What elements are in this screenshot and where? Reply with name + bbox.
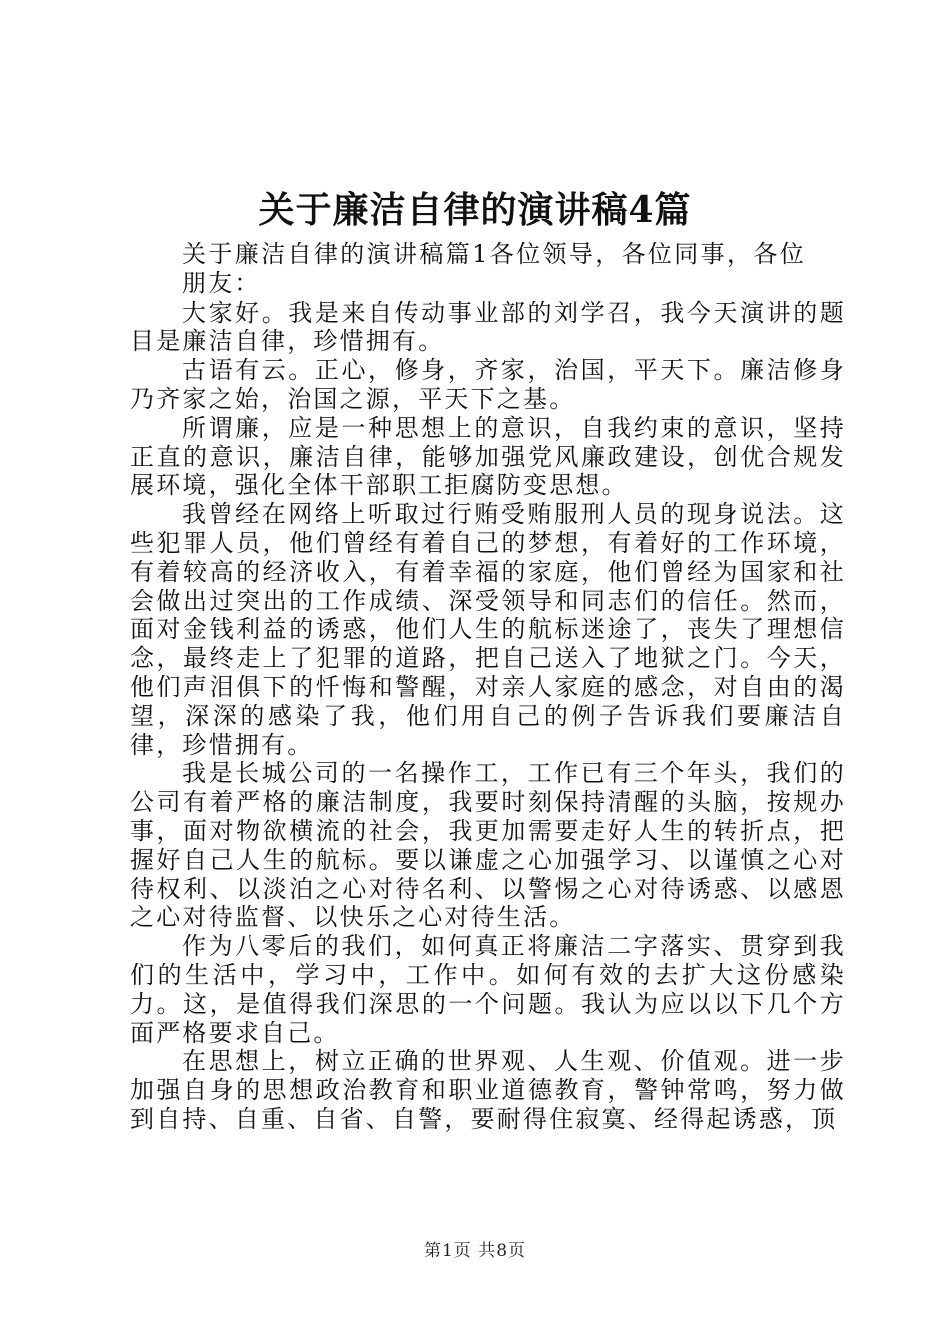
paragraph-1: 关于廉洁自律的演讲稿篇1各位领导，各位同事，各位朋友： — [182, 240, 806, 297]
paragraph-6: 我是长城公司的一名操作工，工作已有三个年头，我们的公司有着严格的廉洁制度，我要时刻保持清醒的头脑，按规办事，面对物欲横流的社会，我更加需要走好人生的转折点，把握好自己人生的航标。要以谦虚之心加强学习、以谨慎之心对待权利、以淡泊之心对待名利、以警惕之心对待诱惑、以感恩之心对待监督、以快乐之心对待生活。 — [130, 759, 846, 932]
paragraph-2: 大家好。我是来自传动事业部的刘学召，我今天演讲的题目是廉洁自律，珍惜拥有。 — [130, 298, 846, 356]
paragraph-8: 在思想上，树立正确的世界观、人生观、价值观。进一步加强自身的思想政治教育和职业道德教育，警钟常鸣，努力做到自持、自重、自省、自警，要耐得住寂寞、经得起诱惑，顶 — [130, 1047, 846, 1133]
paragraph-3: 古语有云。正心，修身，齐家，治国，平天下。廉洁修身乃齐家之始，治国之源，平天下之基。 — [130, 356, 846, 413]
document-title: 关于廉洁自律的演讲稿4篇 — [258, 189, 692, 231]
document-body — [130, 240, 846, 1134]
page-number-footer: 第1页 共8页 — [423, 1241, 527, 1261]
paragraph-4: 所谓廉，应是一种思想上的意识，自我约束的意识，坚持正直的意识，廉洁自律，能够加强党风廉政建设，创优合规发展环境，强化全体干部职工拒腐防变思想。 — [130, 413, 846, 500]
paragraph-7: 作为八零后的我们，如何真正将廉洁二字落实、贯穿到我们的生活中，学习中，工作中。如何有效的去扩大这份感染力。这，是值得我们深思的一个问题。我认为应以以下几个方面严格要求自己。 — [130, 932, 846, 1047]
paragraph-5: 我曾经在网络上听取过行贿受贿服刑人员的现身说法。这些犯罪人员，他们曾经有着自己的梦想，有着好的工作环境，有着较高的经济收入，有着幸福的家庭，他们曾经为国家和社会做出过突出的工作成绩、深受领导和同志们的信任。然而，面对金钱利益的诱惑，他们人生的航标迷途了，丧失了理想信念，最终走上了犯罪的道路，把自己送入了地狱之门。今天，他们声泪俱下的忏悔和警醒，对亲人家庭的感念，对自由的渴望，深深的感染了我，他们用自己的例子告诉我们要廉洁自律，珍惜拥有。 — [130, 500, 846, 759]
